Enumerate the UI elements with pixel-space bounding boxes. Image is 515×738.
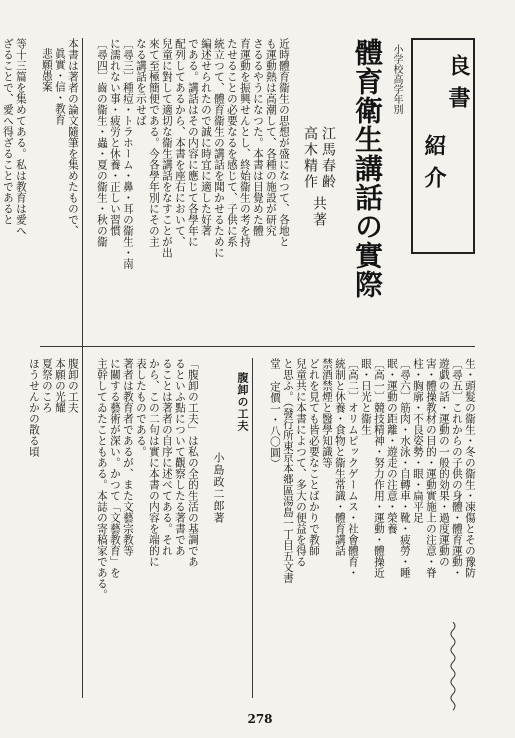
body-column: と思ふ。（發行所東京本郷區湯島一丁目五文書 <box>281 358 294 584</box>
body-column: 等十三篇を集めてある。私は教育は愛へ <box>14 38 27 236</box>
author-name-1: 江馬春齢 <box>320 126 336 190</box>
author-name-2: 高木精作 <box>302 126 318 190</box>
body-column: 眠・運動の距離・遊走の注意・榮養 <box>385 358 398 534</box>
body-column: 本書は著者の論文隨筆を集めたもので、 <box>66 38 79 236</box>
body-column: 著者は教育者であるが、また文藝宗教等 <box>121 358 134 556</box>
body-column: 〔高二〕オリムピックゲームス・社會體育・ <box>346 358 359 578</box>
body-column: 配列してあるから、本書を座右において、 <box>173 38 186 247</box>
body-column: 〔高一〕競技精神・努力作用・運動・體操近 <box>372 358 385 578</box>
header-label-b: 紹介 <box>421 134 447 198</box>
page-number: 278 <box>247 712 273 726</box>
body-column: である。講話はその内容に應じて各學年に <box>186 38 199 247</box>
body-column: 遊戯の話・運動の一般的効果・過度運動の <box>437 358 450 567</box>
body-column: 害・體操教材の目的・運動實施上の注意・脊 <box>424 358 437 578</box>
body-column: 夏祭のころ <box>40 358 53 413</box>
body-column: 統制と休養・食物と衞生常識・體育講話 <box>333 358 346 556</box>
body-column: 本願の光耀 <box>53 358 66 413</box>
body-column: なる講話を示せば <box>134 38 147 126</box>
body-column: さるるやうになつた。本書は目覺めた體 <box>251 38 264 236</box>
wavy-ornament <box>448 622 458 714</box>
body-column: 〔尋五〕これからの子供の身體・體育運動・ <box>450 358 463 578</box>
body-column: ざることで、愛へ得ざることであると <box>1 38 14 225</box>
body-column: 兒童共に本書によつて、多大の便益を得る <box>294 358 307 567</box>
review-header-box <box>411 38 475 254</box>
body-column: に濡れない事・疲労と休養・正しい習慣 <box>108 38 121 236</box>
series-label: 小学校高学年別 <box>391 44 402 114</box>
column-divider <box>252 358 253 698</box>
body-column: どれを見ても皆必要なことばかりで教師 <box>307 358 320 556</box>
body-column: 眞實・信・教育 <box>53 48 66 125</box>
body-column: 育運動を振興せんとし、終始衞生の考を持 <box>238 38 251 247</box>
body-column: 〔尋三〕種痘・トラホーム・鼻・耳の衞生・南 <box>121 38 134 269</box>
body-column: 生・頭髮の衞生・冬の衞生・凍傷とその豫防 <box>463 358 476 578</box>
header-label-a: 良書 <box>445 54 471 118</box>
section-divider <box>40 346 475 347</box>
body-column: に關する藝術が深い。かつて「文藝教育」を <box>108 358 121 578</box>
body-column: ることは著者の自序に述べてある。それ <box>160 358 173 556</box>
body-column: 腹卸の工夫 <box>66 358 79 413</box>
body-column: 眼・日光と衞生 <box>359 358 372 435</box>
body-column: も運動熱は高潮して、各種の施設が研究 <box>264 38 277 236</box>
body-column: 悲願愚案 <box>40 48 53 92</box>
body-column: るといふ點について觀察したる著書であ <box>173 358 186 556</box>
body-column: 主幹してゐたこともある。本誌の寄稿家である。 <box>95 358 108 600</box>
body-column: 編述せられたので誠に時宜に適した好著 <box>199 38 212 236</box>
body-column: 堂 定價一・八〇圓） <box>268 358 281 470</box>
column-divider <box>82 38 83 698</box>
author-suffix: 共著 <box>311 196 327 228</box>
body-column: 〔尋四〕齒の衞生・蟲・夏の衞生・秋の衞 <box>95 38 108 247</box>
body-column: 兒童に對して適切な衞生講話をなすことが出 <box>160 38 173 258</box>
body-column: 表したものである。 <box>134 358 147 457</box>
article-2-title: 腹卸の工夫 <box>236 372 249 432</box>
body-column: ほうせんかの散る頃 <box>27 358 40 457</box>
body-column: 〔尋六〕筋肉・水泳・自轉車・靴・疲勞・睡 <box>398 358 411 578</box>
body-column: 柱・胸廓・不良姿勢・眼・扁平足 <box>411 358 424 523</box>
body-column: 近時體育衞生の思想が盛になつて、各地と <box>277 38 290 247</box>
body-column: 統立つて、體育衞生の講話を聞かせるために <box>212 38 225 258</box>
article-2-author: 小島政二郎著 <box>212 452 225 524</box>
body-column: 「腹卸の工夫」は私の全的生活の基調であ <box>186 358 199 567</box>
body-column: 來て至極簡便である。今各學年別にその主 <box>147 38 160 247</box>
body-column: から、この二句は實に本書の内容を端的に <box>147 358 160 567</box>
article-title: 體育衛生講話の實際 <box>351 38 384 299</box>
body-column: 禁酒禁煙と醫學知識等 <box>320 358 333 468</box>
body-column: たせることの必要なるを感じて、子供に系 <box>225 38 238 247</box>
